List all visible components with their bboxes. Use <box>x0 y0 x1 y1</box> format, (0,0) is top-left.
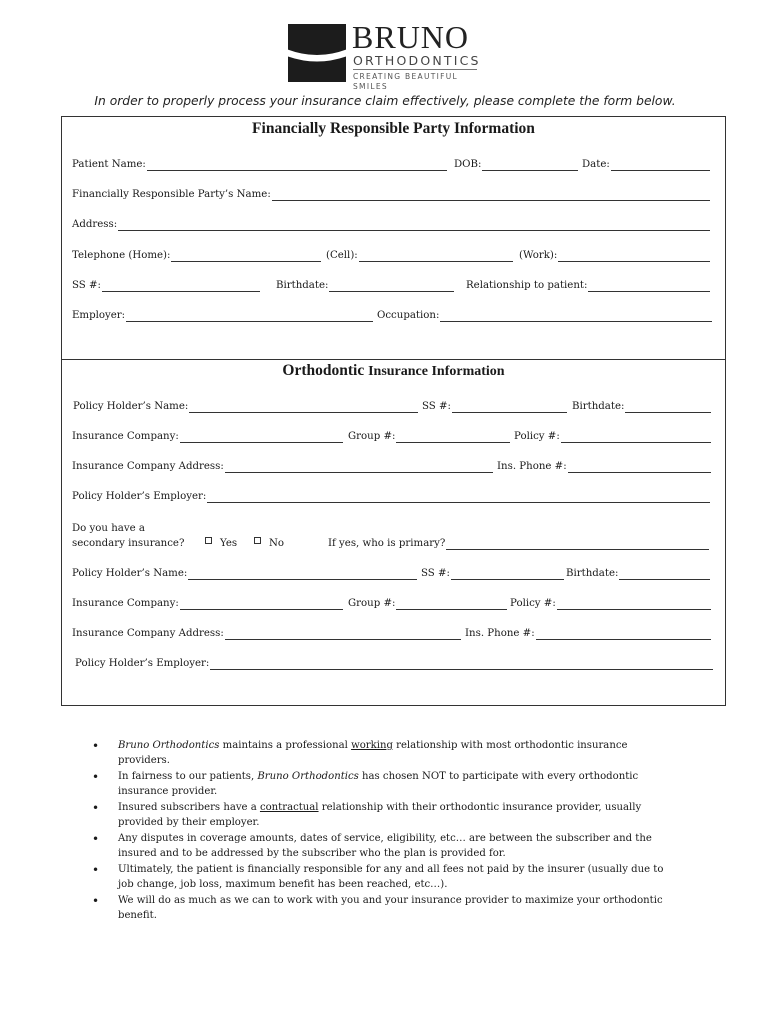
telephone-home-field[interactable]: Telephone (Home): <box>72 249 321 262</box>
insurance-company-2-field[interactable]: Insurance Company: <box>72 597 343 610</box>
employer-row <box>62 309 725 322</box>
company-row <box>62 430 725 443</box>
insurance-company-address-field[interactable]: Insurance Company Address: <box>72 460 493 473</box>
logo-subtitle: ORTHODONTICS <box>353 53 481 68</box>
primary-row <box>62 537 725 550</box>
logo-divider <box>353 69 477 70</box>
birthdate-field[interactable]: Birthdate: <box>276 279 454 292</box>
address-row <box>62 218 725 231</box>
holder-employer2-row <box>62 657 725 670</box>
telephone-row <box>62 249 725 262</box>
birthdate-2-field[interactable]: Birthdate: <box>566 567 710 580</box>
birthdate-field[interactable]: Birthdate: <box>572 400 711 413</box>
employer-field[interactable]: Employer: <box>72 309 373 322</box>
patient-name-field[interactable]: Patient Name: <box>72 158 447 171</box>
holder-employer-row <box>62 490 725 503</box>
list-item: • We will do as much as we can to work with you and your insurance provider to maximize your orthodontic benefit. <box>92 894 682 924</box>
ss-field[interactable]: SS #: <box>72 279 260 292</box>
ss-row <box>62 279 725 292</box>
relationship-field[interactable]: Relationship to patient: <box>466 279 710 292</box>
policy-holder-employer-2-field[interactable]: Policy Holder’s Employer: <box>75 657 713 670</box>
company2-row <box>62 597 725 610</box>
intro-text: In order to properly process your insurance claim effectively, please complete the form below. <box>94 94 676 108</box>
patient-row <box>62 158 725 171</box>
policy-number-2-field[interactable]: Policy #: <box>510 597 711 610</box>
section-title: Orthodontic Insurance Information <box>282 362 505 379</box>
yes-checkbox[interactable]: Yes <box>205 537 237 550</box>
ins-phone-2-field[interactable]: Ins. Phone #: <box>465 627 711 640</box>
dob-field[interactable]: DOB: <box>454 158 578 171</box>
ss-2-field[interactable]: SS #: <box>421 567 564 580</box>
policy-holder-name-field[interactable]: Policy Holder’s Name: <box>73 400 418 413</box>
telephone-cell-field[interactable]: (Cell): <box>326 249 513 262</box>
occupation-field[interactable]: Occupation: <box>377 309 712 322</box>
group-number-2-field[interactable]: Group #: <box>348 597 507 610</box>
smile-logo-icon <box>288 24 346 82</box>
bruno-logo <box>288 19 483 91</box>
list-item: • Insured subscribers have a contractual relationship with their orthodontic insurance provider, usually provided by their employer. <box>92 801 682 831</box>
policy-number-field[interactable]: Policy #: <box>514 430 711 443</box>
secondary-question: Do you have a secondary insurance? <box>72 523 185 549</box>
holder2-row <box>62 567 725 580</box>
financial-party-section <box>61 116 726 360</box>
list-item: • Bruno Orthodontics maintains a professional working relationship with most orthodontic insurance providers. <box>92 739 682 769</box>
address-field[interactable]: Address: <box>72 218 710 231</box>
company-address2-row <box>62 627 725 640</box>
insurance-company-address-2-field[interactable]: Insurance Company Address: <box>72 627 461 640</box>
frp-name-field[interactable]: Financially Responsible Party’s Name: <box>72 188 710 201</box>
list-item: • In fairness to our patients, Bruno Orthodontics has chosen NOT to participate with every orthodontic insurance provider. <box>92 770 682 800</box>
company-address-row <box>62 460 725 473</box>
section-title: Financially Responsible Party Information <box>252 120 535 137</box>
ins-phone-field[interactable]: Ins. Phone #: <box>497 460 711 473</box>
holder-row <box>62 400 725 413</box>
group-number-field[interactable]: Group #: <box>348 430 510 443</box>
telephone-work-field[interactable]: (Work): <box>519 249 710 262</box>
frp-row <box>62 188 725 201</box>
insurance-company-field[interactable]: Insurance Company: <box>72 430 343 443</box>
ss-field[interactable]: SS #: <box>422 400 567 413</box>
list-item: • Any disputes in coverage amounts, dates of service, eligibility, etc… are between the subscriber and the insured and to be addressed by the subscriber who the plan is provided for. <box>92 832 682 862</box>
insurance-section <box>61 359 726 706</box>
list-item: • Ultimately, the patient is financially responsible for any and all fees not paid by the insurer (usually due to job change, job loss, maximum benefit has been reached, etc…). <box>92 863 682 893</box>
policy-notes-list <box>92 739 682 925</box>
logo-tagline: CREATING BEAUTIFUL SMILES <box>353 72 459 91</box>
date-field[interactable]: Date: <box>582 158 710 171</box>
no-checkbox[interactable]: No <box>254 537 284 550</box>
who-is-primary-field[interactable]: If yes, who is primary? <box>328 537 709 550</box>
logo-name: BRUNO <box>352 19 470 55</box>
policy-holder-employer-field[interactable]: Policy Holder’s Employer: <box>72 490 710 503</box>
policy-holder-name-2-field[interactable]: Policy Holder’s Name: <box>72 567 417 580</box>
